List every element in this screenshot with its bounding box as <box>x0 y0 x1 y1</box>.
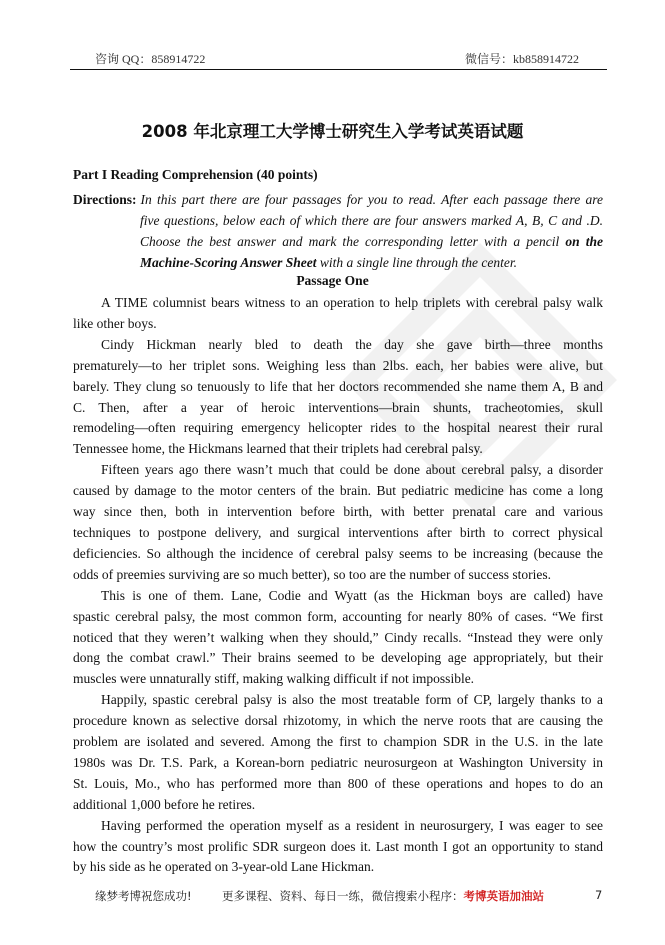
paragraph-line: muscles were unnaturally stiff, making walking difficult if not impossible. <box>73 671 475 687</box>
paragraph-line: like other boys. <box>73 315 157 331</box>
paragraph <box>73 690 603 815</box>
paragraph <box>73 335 603 460</box>
directions-line: Choose the best answer and mark the corresponding letter with a pencil on the <box>140 234 604 249</box>
paragraph-line: Having performed the operation myself as a resident in neurosurgery, I was eager to see <box>101 817 603 833</box>
paragraph-line: noticed that they weren’t walking when they should,” Cindy recalls. “Instead they were only <box>73 629 603 645</box>
paragraph-line: how the country’s most prolific SDR surgeon does it. Last month I got an opportunity to stand <box>73 838 603 854</box>
paragraph-line: barely. They clung so tenuously to life that her doctors recommended she name them A, B and <box>73 378 603 394</box>
directions-line: In this part there are four passages for you to read. After each passage there are <box>140 192 603 207</box>
paragraph-line: This is one of them. Lane, Codie and Wyatt (as the Hickman boys are called) have <box>101 587 603 603</box>
passage-title: Passage One <box>296 273 369 288</box>
footer-middle: 更多课程、资料、每日一练，微信搜索小程序：考博英语加油站 <box>222 889 544 903</box>
paragraph-line: Happily, spastic cerebral palsy is also the most treatable form of CP, largely thanks to a <box>101 692 603 708</box>
paragraph-line: Cindy Hickman nearly bled to death the day she gave birth—three months <box>101 336 603 352</box>
paragraph-line: techniques to postpone delivery, and surgical interventions after birth to correct physical <box>73 524 603 540</box>
header-wechat: 微信号：kb858914722 <box>464 52 579 66</box>
paragraph-line: dong the combat crawl.” Their brains seemed to be developing age appropriately, but their <box>73 650 603 666</box>
passage-body <box>73 293 603 878</box>
paragraph-line: 1980s was Dr. T.S. Park, a Korean-born pediatric neurosurgeon at Washington University in <box>73 754 603 770</box>
paragraph <box>73 816 603 879</box>
page-title: 2008 年北京理工大学博士研究生入学考试英语试题 <box>141 122 524 141</box>
paragraph <box>73 293 603 335</box>
header-rule <box>70 69 607 70</box>
paragraph <box>73 460 603 585</box>
page-number: 7 <box>595 888 603 902</box>
paragraph-line: deficiencies. So although the incidence of cerebral palsy seems to be increasing (because the <box>73 545 603 561</box>
paragraph-line: additional 1,000 before he retires. <box>73 796 256 812</box>
paragraph-line: prematurely—to her triplet sons. Weighing less than 2lbs. each, her babies were alive, but <box>73 357 603 373</box>
header-qq: 咨询 QQ：858914722 <box>95 52 206 66</box>
paragraph-line: way since then, both in intervention before birth, with better prenatal care and various <box>73 504 603 520</box>
part-heading: Part I Reading Comprehension (40 points) <box>73 167 318 182</box>
paragraph-line: caused by damage to the motor centers of the brain. But pediatric medicine has come a long <box>73 483 603 499</box>
paragraph-line: remodeling—often requiring emergency helicopter rides to the hospital nearest their rural <box>73 420 603 436</box>
paragraph-line: spastic cerebral palsy, the most common form, accounting for nearly 80% of cases. “We first <box>73 608 603 624</box>
paragraph-line: St. Louis, Mo., who has performed more than 800 of these operations and hopes to do an <box>73 775 603 791</box>
directions-line: five questions, below each of which there are four answers marked A, B, C and .D. <box>140 213 603 228</box>
paragraph-line: Fifteen years ago there wasn’t much that could be done about cerebral palsy, a disorder <box>101 462 603 478</box>
paragraph-line: problem are isolated and severed. Among the first to champion SDR in the U.S. in the late <box>73 734 603 750</box>
paragraph-line: C. Then, after a year of heroic interventions—brain shunts, tracheotomies, skull <box>73 399 603 415</box>
paragraph-line: Tennessee home, the Hickmans learned that their triplets had cerebral palsy. <box>73 441 483 457</box>
footer-highlight: 考博英语加油站 <box>463 889 544 903</box>
paragraph-line: by his side as he operated on 3-year-old Lane Hickman. <box>73 859 375 875</box>
directions-line: Machine-Scoring Answer Sheet with a single line through the center. <box>140 255 518 270</box>
directions-label: Directions <box>73 192 132 207</box>
footer-left: 缘梦考博祝您成功! <box>95 889 192 903</box>
paragraph-line: odds of preemies surviving are so much better), so too are the number of success stories. <box>73 566 551 582</box>
paragraph <box>73 586 603 691</box>
paragraph-line: procedure known as selective dorsal rhizotomy, in which the nerve roots that are causing the <box>73 713 603 729</box>
directions: Directions : In this part there are four passages for you to read. After each passage there are five questions, below each of which there are four answers marked A, B, C and .D. Choose the best answer and mark the corresponding letter with a pencil on the Machine-Scoring Answer Sheet with a single line through the center. <box>73 189 603 273</box>
paragraph-line: A TIME columnist bears witness to an operation to help triplets with cerebral palsy walk <box>101 295 603 310</box>
